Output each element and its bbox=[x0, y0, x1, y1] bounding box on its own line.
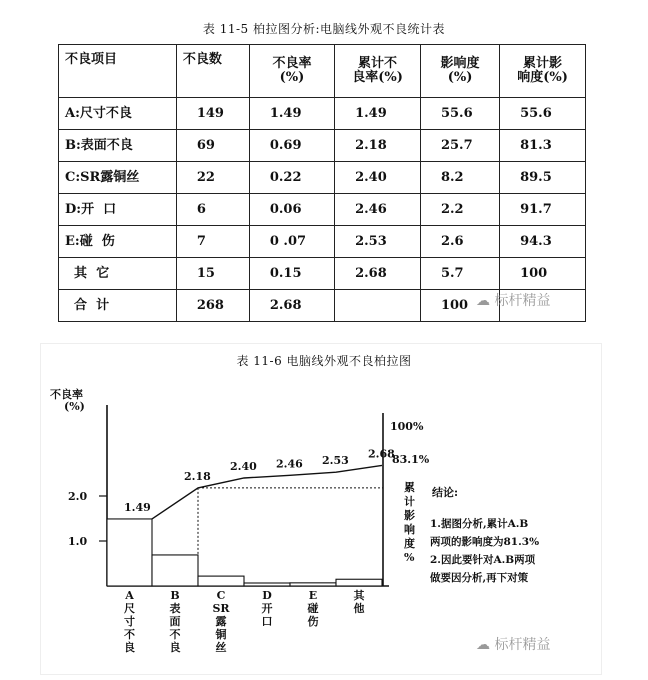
table-caption: 表 11-5 柏拉图分析:电脑线外观不良统计表 bbox=[202, 22, 446, 36]
header-cum-rate: 累计不 良率(%) bbox=[335, 45, 421, 98]
cell-value: 1.49 bbox=[335, 98, 421, 130]
cumulative-label: 2.40 bbox=[230, 460, 257, 473]
x-tick-label: SR bbox=[212, 602, 230, 615]
cumulative-label: 2.46 bbox=[276, 457, 303, 471]
header-impact: 影响度 (%) bbox=[420, 45, 499, 98]
row-label: 合 计 bbox=[59, 290, 177, 322]
cell-value: 8.2 bbox=[420, 162, 499, 194]
cell-value: 15 bbox=[176, 258, 249, 290]
cell-value: 81.3 bbox=[500, 130, 586, 162]
x-tick-label: 尺 bbox=[124, 602, 135, 615]
y-axis-label: (%) bbox=[64, 400, 85, 413]
y-axis-label: 不良率 bbox=[50, 388, 83, 401]
cell-value: 0.15 bbox=[249, 258, 334, 290]
x-tick-label: 露 bbox=[215, 615, 227, 628]
bar bbox=[107, 519, 152, 586]
bar bbox=[244, 583, 290, 586]
cell-value: 2.18 bbox=[335, 130, 421, 162]
row-label: 其 它 bbox=[59, 258, 177, 290]
cell-value: 268 bbox=[176, 290, 249, 322]
x-tick-label: 不 bbox=[124, 628, 135, 641]
chart-title: 表 11-6 电脑线外观不良柏拉图 bbox=[236, 354, 412, 368]
cell-value: 0.69 bbox=[249, 130, 334, 162]
x-tick-label: 不 bbox=[169, 628, 181, 641]
x-tick-label: B bbox=[170, 589, 180, 602]
cell-value: 5.7 bbox=[420, 258, 499, 290]
cell-value: 7 bbox=[176, 226, 249, 258]
row-label: D:开 口 bbox=[59, 194, 177, 226]
cumulative-label: 2.53 bbox=[322, 454, 349, 468]
pct-label: 100% bbox=[390, 420, 424, 433]
conclusion-title: 结论: bbox=[432, 486, 459, 499]
x-tick-label: 口 bbox=[261, 615, 273, 628]
conclusion-line: 做要因分析,再下对策 bbox=[430, 572, 529, 584]
y-axis-label-right: 度 bbox=[404, 537, 415, 550]
watermark: ☁ 标杆精益 bbox=[476, 293, 551, 309]
row-label: C:SR露铜丝 bbox=[59, 162, 177, 194]
x-tick-label: 开 bbox=[261, 602, 273, 615]
cell-value: 2.53 bbox=[335, 226, 421, 258]
x-tick-label: 其 bbox=[353, 589, 365, 602]
bar bbox=[198, 576, 244, 586]
pct-label: 83.1% bbox=[392, 453, 430, 466]
watermark: ☁ 标杆精益 bbox=[476, 637, 551, 653]
x-tick-label: D bbox=[262, 589, 272, 602]
x-tick-label: C bbox=[216, 589, 226, 602]
cell-value: 0.06 bbox=[249, 194, 334, 226]
cell-value: 2.46 bbox=[335, 194, 421, 226]
conclusion-line: 两项的影响度为81.3% bbox=[430, 536, 540, 548]
row-label: A:尺寸不良 bbox=[59, 98, 177, 130]
cumulative-label: 2.18 bbox=[184, 469, 211, 483]
cell-value: 0.22 bbox=[249, 162, 334, 194]
cell-value: 6 bbox=[176, 194, 249, 226]
x-tick-label: 丝 bbox=[215, 641, 227, 654]
x-tick-label: 碰 bbox=[307, 602, 319, 615]
y-axis-label-right: 响 bbox=[404, 523, 415, 536]
cell-value: 55.6 bbox=[420, 98, 499, 130]
row-label: B:表面不良 bbox=[59, 130, 177, 162]
cell-value: 22 bbox=[176, 162, 249, 194]
cell-value: 2.68 bbox=[249, 290, 334, 322]
cell-value: 55.6 bbox=[500, 98, 586, 130]
x-tick-label: 良 bbox=[124, 641, 135, 654]
cumulative-label: 1.49 bbox=[124, 500, 151, 514]
y-axis-label-right: 累 bbox=[404, 481, 415, 494]
cell-value: 2.2 bbox=[420, 194, 499, 226]
x-tick-label: 良 bbox=[169, 641, 181, 654]
cell-value: 0 .07 bbox=[249, 226, 334, 258]
x-tick-label: 表 bbox=[169, 602, 181, 615]
bar bbox=[290, 583, 336, 586]
bar bbox=[152, 555, 198, 586]
y-axis-label-right: % bbox=[404, 551, 415, 564]
x-tick-label: A bbox=[125, 589, 134, 602]
header-cum-impact: 累计影 响度(%) bbox=[500, 45, 586, 98]
x-tick-label: 寸 bbox=[124, 615, 135, 628]
bar bbox=[336, 579, 382, 586]
cell-value: 2.68 bbox=[335, 258, 421, 290]
y-axis-label-right: 计 bbox=[404, 495, 415, 508]
x-tick-label: 他 bbox=[353, 602, 365, 615]
cell-value: 1.49 bbox=[249, 98, 334, 130]
cell-value: 100 bbox=[500, 258, 586, 290]
cell-value: 94.3 bbox=[500, 226, 586, 258]
cell-value: 2.6 bbox=[420, 226, 499, 258]
y-tick-label: 1.0 bbox=[68, 535, 88, 548]
cell-value: 149 bbox=[176, 98, 249, 130]
row-label: E:碰 伤 bbox=[59, 226, 177, 258]
header-rate: 不良率 (%) bbox=[249, 45, 334, 98]
cell-value: 25.7 bbox=[420, 130, 499, 162]
conclusion-line: 2.因此要针对A.B两项 bbox=[430, 554, 536, 566]
wechat-icon: ☁ bbox=[476, 637, 490, 653]
cumulative-label: 2.68 bbox=[368, 447, 395, 461]
conclusion-line: 1.据图分析,累计A.B bbox=[430, 518, 529, 530]
x-tick-label: 伤 bbox=[307, 615, 319, 628]
x-tick-label: 铜 bbox=[215, 628, 227, 641]
header-count: 不良数 bbox=[176, 45, 249, 98]
cell-value: 91.7 bbox=[500, 194, 586, 226]
cell-value: 100 bbox=[420, 290, 499, 322]
cell-value: 89.5 bbox=[500, 162, 586, 194]
y-axis-label-right: 影 bbox=[404, 509, 415, 522]
y-tick-label: 2.0 bbox=[68, 490, 88, 503]
cell-value: 69 bbox=[176, 130, 249, 162]
cell-value: 2.40 bbox=[335, 162, 421, 194]
x-tick-label: E bbox=[308, 589, 318, 602]
wechat-icon: ☁ bbox=[476, 293, 490, 309]
x-tick-label: 面 bbox=[169, 615, 181, 628]
header-item: 不良项目 bbox=[59, 45, 177, 98]
